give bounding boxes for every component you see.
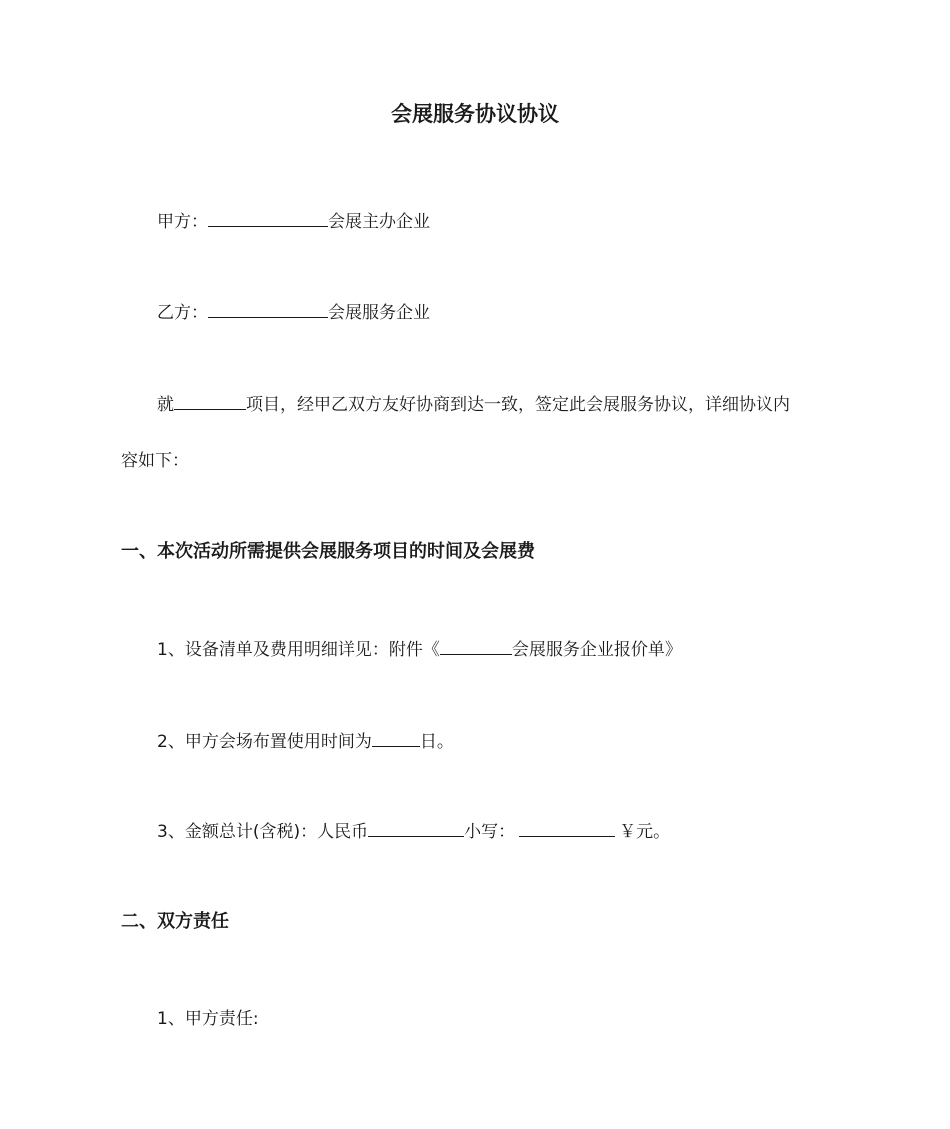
- party-b-blank: [208, 299, 328, 318]
- item-1-blank: [440, 636, 512, 655]
- item-3-prefix: 3、金额总计(含税)：人民币: [157, 822, 369, 842]
- party-b-label: 乙方：: [157, 303, 208, 323]
- item-3-suffix: ￥元。: [619, 822, 671, 842]
- party-a-label: 甲方：: [157, 212, 208, 232]
- item-2-blank: [372, 728, 420, 747]
- section-1-item-1: [157, 636, 682, 662]
- item-1-prefix: 1、设备清单及费用明细详见：附件《: [157, 640, 440, 660]
- intro-line1-text: 项目，经甲乙双方友好协商到达一致，签定此会展服务协议，详细协议内: [246, 395, 790, 415]
- intro-line-1: [157, 391, 790, 417]
- project-blank: [174, 391, 246, 410]
- section-1-heading: 一、本次活动所需提供会展服务项目的时间及会展费: [121, 541, 535, 562]
- item-2-suffix: 日。: [419, 732, 454, 752]
- party-a-line: [157, 208, 430, 234]
- item-1-suffix: 会展服务企业报价单》: [511, 640, 682, 660]
- section-1-item-2: [157, 728, 454, 754]
- section-2-item-1: 1、甲方责任:: [157, 1009, 259, 1029]
- item-2-prefix: 2、甲方会场布置使用时间为: [157, 732, 372, 752]
- section-1-item-3: [157, 818, 670, 844]
- intro-line-2: 容如下：: [121, 451, 189, 471]
- party-a-suffix: 会展主办企业: [328, 212, 430, 232]
- amount-figures-blank: [519, 818, 615, 837]
- document-title: 会展服务协议协议: [391, 102, 559, 126]
- section-2-heading: 二、双方责任: [121, 911, 229, 932]
- intro-prefix: 就: [157, 395, 174, 415]
- item-3-middle: 小写：: [464, 822, 516, 842]
- party-a-blank: [208, 208, 328, 227]
- party-b-line: [157, 299, 430, 325]
- party-b-suffix: 会展服务企业: [328, 303, 430, 323]
- amount-words-blank: [368, 818, 464, 837]
